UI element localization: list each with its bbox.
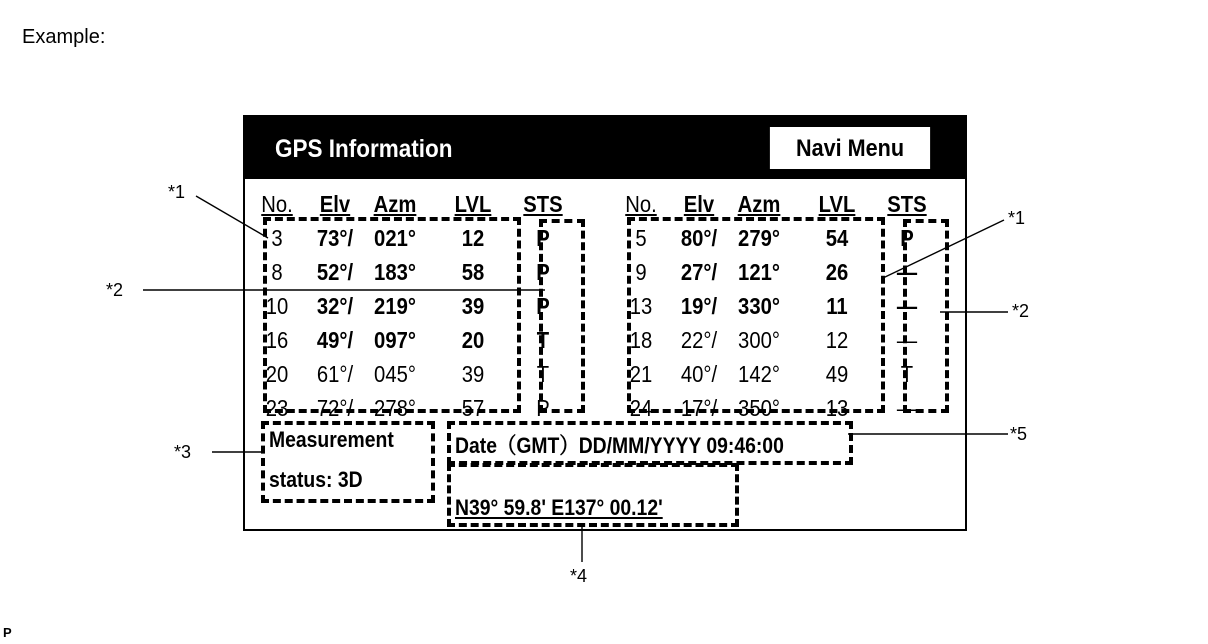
satellite-sts-cell: — <box>896 327 918 353</box>
satellite-no-cell: 23 <box>265 395 289 421</box>
satellite-lvl-cell: 49 <box>825 361 849 387</box>
satellite-elv-cell: 52°/ <box>316 259 354 285</box>
column-header-azm: Azm <box>373 191 417 217</box>
satellite-no-cell: 20 <box>265 361 289 387</box>
satellite-no-cell: 8 <box>271 259 283 285</box>
satellite-sts-cell: — <box>896 293 918 319</box>
callout-4: *4 <box>570 566 588 586</box>
satellite-elv-cell: 19°/ <box>680 293 718 319</box>
satellite-azm-cell: 350° <box>738 395 780 421</box>
satellite-sts-cell: T <box>536 361 550 387</box>
satellite-sts-cell: — <box>896 259 918 285</box>
satellite-azm-cell: 300° <box>738 327 780 353</box>
satellite-lvl-cell: 11 <box>826 293 848 319</box>
satellite-lvl-cell: 58 <box>461 259 485 285</box>
satellite-no-cell: 16 <box>265 327 289 353</box>
satellite-lvl-cell: 26 <box>825 259 849 285</box>
satellite-lvl-cell: 20 <box>461 327 485 353</box>
satellite-no-cell: 3 <box>271 225 283 251</box>
callout-2-left: *2 <box>106 280 124 300</box>
date-time-text: Date（GMT）DD/MM/YYYY 09:46:00 <box>455 433 784 458</box>
satellite-lvl-cell: 54 <box>825 225 849 251</box>
column-header-elv: Elv <box>319 191 351 217</box>
satellite-elv-cell: 73°/ <box>316 225 354 251</box>
satellite-no-cell: 10 <box>265 293 289 319</box>
satellite-no-cell: 24 <box>629 395 653 421</box>
satellite-azm-cell: 045° <box>374 361 416 387</box>
satellite-azm-cell: 142° <box>738 361 780 387</box>
column-header-azm: Azm <box>737 191 781 217</box>
column-header-lvl: LVL <box>818 191 856 217</box>
satellite-azm-cell: 097° <box>374 327 416 353</box>
satellite-elv-cell: 61°/ <box>316 361 354 387</box>
satellite-no-cell: 18 <box>629 327 653 353</box>
satellite-elv-cell: 40°/ <box>680 361 718 387</box>
column-header-elv: Elv <box>683 191 715 217</box>
satellite-azm-cell: 183° <box>374 259 416 285</box>
column-header-lvl: LVL <box>454 191 492 217</box>
navi-menu-button[interactable]: Navi Menu <box>770 127 930 169</box>
satellite-lvl-cell: 39 <box>461 361 485 387</box>
satellite-sts-cell: T <box>536 327 550 353</box>
measurement-status-line1: Measurement <box>269 427 394 452</box>
satellite-no-cell: 21 <box>629 361 653 387</box>
satellite-no-cell: 5 <box>635 225 647 251</box>
satellite-azm-cell: 021° <box>374 225 416 251</box>
column-header-no: No. <box>261 191 293 217</box>
satellite-elv-cell: 72°/ <box>316 395 354 421</box>
column-header-sts: STS <box>887 191 927 217</box>
callout-2-right: *2 <box>1012 301 1030 321</box>
callout-3: *3 <box>174 442 192 462</box>
satellite-sts-cell: T <box>900 361 914 387</box>
column-header-no: No. <box>625 191 657 217</box>
satellite-elv-cell: 17°/ <box>680 395 718 421</box>
callout-1-right: *1 <box>1008 208 1026 228</box>
satellite-azm-cell: 219° <box>374 293 416 319</box>
satellite-elv-cell: 49°/ <box>316 327 354 353</box>
satellite-sts-cell: P <box>900 225 914 251</box>
satellite-elv-cell: 80°/ <box>680 225 718 251</box>
column-header-sts: STS <box>523 191 563 217</box>
satellite-sts-cell: — <box>896 395 918 421</box>
satellite-azm-cell: 330° <box>738 293 780 319</box>
satellite-azm-cell: 279° <box>738 225 780 251</box>
screen-title: GPS Information <box>275 135 453 163</box>
satellite-elv-cell: 32°/ <box>316 293 354 319</box>
example-label: Example: <box>22 26 106 48</box>
satellite-sts-cell: P <box>536 259 550 285</box>
satellite-azm-cell: 121° <box>738 259 780 285</box>
satellite-no-cell: 13 <box>629 293 653 319</box>
satellite-elv-cell: 22°/ <box>680 327 718 353</box>
callout-1-left: *1 <box>168 182 186 202</box>
footer-label: P <box>3 625 12 640</box>
satellite-lvl-cell: 57 <box>461 395 485 421</box>
callout-5: *5 <box>1010 424 1028 444</box>
satellite-lvl-cell: 39 <box>461 293 485 319</box>
satellite-lvl-cell: 12 <box>461 225 485 251</box>
satellite-sts-cell: P <box>536 395 550 421</box>
satellite-sts-cell: P <box>536 225 550 251</box>
satellite-sts-cell: P <box>536 293 550 319</box>
satellite-azm-cell: 278° <box>374 395 416 421</box>
position-text: N39° 59.8' E137° 00.12' <box>455 495 663 520</box>
satellite-lvl-cell: 12 <box>825 327 849 353</box>
satellite-elv-cell: 27°/ <box>680 259 718 285</box>
satellite-lvl-cell: 13 <box>825 395 849 421</box>
satellite-no-cell: 9 <box>635 259 647 285</box>
measurement-status-line2: status: 3D <box>269 467 363 492</box>
